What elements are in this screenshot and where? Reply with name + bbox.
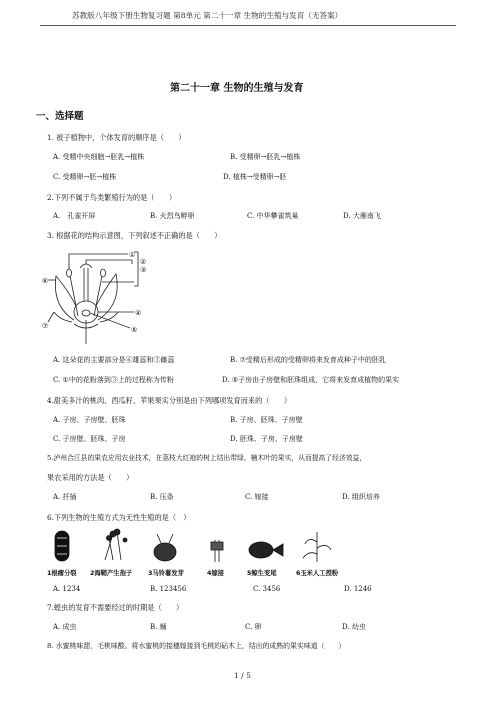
q6-option-b: B. 123456 xyxy=(150,585,187,593)
q4-option-c: C. 子房壁、胚珠、子房 xyxy=(53,435,126,443)
q1-option-a: A. 受精中央细胞→胚乳→植株 xyxy=(53,153,145,161)
flower-stigma xyxy=(80,264,92,268)
page-total: 5 xyxy=(246,671,251,680)
q2-option-a: A. 孔雀开屏 xyxy=(53,212,96,220)
flower-style xyxy=(84,268,88,301)
flower-structure-diagram xyxy=(42,246,162,346)
question-7-stem: 7.蝗虫的发育不需要经过的时期是（ ） xyxy=(47,603,184,612)
question-1-stem: 1. 被子植物中，个体发育的顺序是（ ） xyxy=(47,133,186,142)
diagram-label-5: ⑤ xyxy=(131,326,138,334)
q3-option-c: C. ①中的花粉落到③上的过程称为传粉 xyxy=(53,376,174,384)
question-3-stem: 3. 根据花的结构示意图，下列叙述不正确的是（ ） xyxy=(47,231,222,240)
image-5-caption: 5鲸生变尾 xyxy=(247,570,277,577)
q5-option-d: D. 组织培养 xyxy=(342,493,380,501)
running-header: 苏教版八年级下册生物复习题 第8单元 第二十一章 生物的生殖与发育（无答案） xyxy=(72,11,343,20)
question-4-stem: 4.甜美多汁的桃肉、西瓜籽、苹果果实分别是由下列哪项发育而来的（ ） xyxy=(47,396,292,405)
q4-option-a: A. 子房、子房壁、胚珠 xyxy=(53,416,126,424)
page-separator: / xyxy=(241,671,244,680)
question-5-stem-line-2: 果农采用的方法是（ ） xyxy=(47,473,134,482)
q6-option-a: A. 1234 xyxy=(53,585,81,593)
section-heading: 一、选择题 xyxy=(36,111,84,122)
flower-anther-right xyxy=(101,269,106,277)
q1-option-c: C. 受精卵→胚→植株 xyxy=(53,173,117,181)
q3-option-b: B. ⑦受精后形成的受精卵将来发育成种子中的胚乳 xyxy=(230,356,386,364)
diagram-label-6: ⑥ xyxy=(42,277,49,285)
reproduction-images-strip xyxy=(47,528,357,572)
flower-anther-left xyxy=(67,269,72,277)
diagram-label-3: ③ xyxy=(140,266,147,274)
diagram-label-7: ⑦ xyxy=(42,322,49,330)
q1-option-d: D. 植株→受精卵→胚 xyxy=(223,173,287,181)
q3-option-a: A. 这朵花的主要部分是⑥雄蕊和③雌蕊 xyxy=(53,356,175,364)
q5-option-c: C. 嫁接 xyxy=(245,493,269,501)
q5-option-b: B. 压条 xyxy=(150,493,174,501)
q2-option-b: B. 火烈鸟孵卵 xyxy=(150,212,195,220)
q7-option-b: B. 蛹 xyxy=(150,623,167,631)
image-1-caption: 1根瘤分裂 xyxy=(47,570,77,577)
flower-ovule xyxy=(82,310,90,316)
q4-option-d: D. 胚珠、子房、子房壁 xyxy=(230,435,303,443)
diagram-label-1: ① xyxy=(129,251,136,259)
image-5-animal xyxy=(249,542,273,558)
q3-option-d: D. ⑤子房由子房壁和胚珠组成，它将来发育成植物的果实 xyxy=(222,376,400,384)
header-rule xyxy=(40,25,456,26)
question-5-stem-line-1: 5.泸州合江县的果农应用农业技术，在荔枝大红袍的树上结出带绿、楠木叶的果实，从而提高了经济效益， xyxy=(47,454,367,462)
q7-option-a: A. 成虫 xyxy=(53,623,77,631)
q2-option-c: C. 中华攀雀筑巢 xyxy=(247,212,299,220)
q5-option-a: A. 扦插 xyxy=(53,493,77,501)
diagram-label-2: ② xyxy=(140,258,147,266)
page-current: 1 xyxy=(234,671,239,680)
image-4-caption: 4嫁接 xyxy=(207,570,224,577)
q1-option-b: B. 受精卵→胚乳→植株 xyxy=(230,153,301,161)
q7-option-d: D. 幼虫 xyxy=(342,623,366,631)
q2-option-d: D. 大雁南飞 xyxy=(343,212,381,220)
q6-option-c: C. 3456 xyxy=(253,585,281,593)
image-6-caption: 6玉米人工授粉 xyxy=(296,570,339,577)
page-number-footer xyxy=(234,672,251,680)
flower-petal-left xyxy=(55,276,76,320)
image-2-caption: 2海鞘产生孢子 xyxy=(90,570,133,577)
image-3-potato xyxy=(154,543,176,561)
q6-option-d: D. 1246 xyxy=(344,585,372,593)
flower-petal-right xyxy=(96,274,117,320)
image-3-caption: 3马铃薯发芽 xyxy=(148,570,184,577)
question-2-stem: 2.下列不属于鸟类繁殖行为的是（ ） xyxy=(47,193,177,202)
question-6-stem: 6.下列生物的生殖方式为无性生殖的是（ ） xyxy=(47,513,191,522)
diagram-label-4: ④ xyxy=(135,309,142,317)
page-title: 第二十一章 生物的生殖与发育 xyxy=(170,83,304,94)
q4-option-b: B. 子房、胚珠、子房壁 xyxy=(230,416,303,424)
q7-option-c: C. 卵 xyxy=(245,623,262,631)
question-8-stem: 8. 水蜜桃味甜，毛桃味酸。将水蜜桃的接穗嫁接到毛桃的砧木上，结出的成熟的果实味道（ ） xyxy=(47,642,346,650)
